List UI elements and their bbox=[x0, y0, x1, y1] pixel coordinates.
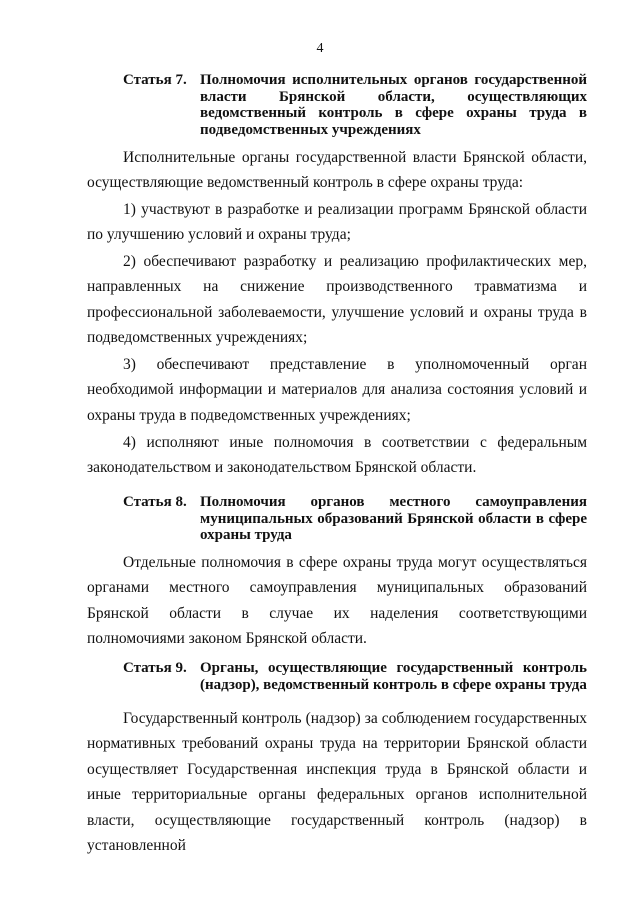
page-number: 4 bbox=[316, 41, 324, 56]
article-8-heading bbox=[123, 494, 587, 544]
article-7-item-4: 4) исполняют иные полномочия в соответствии с федеральным законодательством и законодательством Брянской области. bbox=[87, 434, 587, 477]
article-8-title: Полномочия органов местного самоуправления муниципальных образований Брянской области в сфере охраны труда bbox=[200, 494, 587, 544]
article-8-number: Статья 8. bbox=[123, 494, 187, 510]
article-9-paragraph: Государственный контроль (надзор) за соблюдением государственных нормативных требований охраны труда на территории Брянской области осуществляет Государственная инспекция труда в Брянской области и иные территориальные органы федеральных органов исполнительной власти, осуществляющие государственный контроль (надзор) в установленной bbox=[87, 710, 587, 855]
article-7-item-3: 3) обеспечивают представление в уполномоченный орган необходимой информации и материалов для анализа состояния условий и охраны труда в подведомственных учреждениях; bbox=[87, 356, 587, 424]
article-7-number: Статья 7. bbox=[123, 72, 187, 88]
article-9-title: Органы, осуществляющие государственный контроль (надзор), ведомственный контроль в сфере охраны труда bbox=[200, 660, 587, 693]
article-7-heading bbox=[123, 72, 587, 138]
article-9-heading bbox=[123, 660, 587, 693]
article-7-item-1: 1) участвуют в разработке и реализации программ Брянской области по улучшению условий и охраны труда; bbox=[87, 201, 587, 244]
article-9-number: Статья 9. bbox=[123, 660, 187, 676]
article-7-paragraph-intro: Исполнительные органы государственной власти Брянской области, осуществляющие ведомственный контроль в сфере охраны труда: bbox=[87, 149, 587, 192]
article-7-title: Полномочия исполнительных органов государственной власти Брянской области, осуществляющих ведомственный контроль в сфере охраны труда в подведомственных учреждениях bbox=[200, 72, 587, 138]
article-7-item-2: 2) обеспечивают разработку и реализацию профилактических мер, направленных на снижение производственного травматизма и профессиональной заболеваемости, улучшение условий и охраны труда в подведомственных учреждениях; bbox=[87, 253, 587, 347]
article-8-paragraph: Отдельные полномочия в сфере охраны труда могут осуществляться органами местного самоуправления муниципальных образований Брянской области в случае их наделения соответствующими полномочиями законом Брянской области. bbox=[87, 554, 587, 648]
